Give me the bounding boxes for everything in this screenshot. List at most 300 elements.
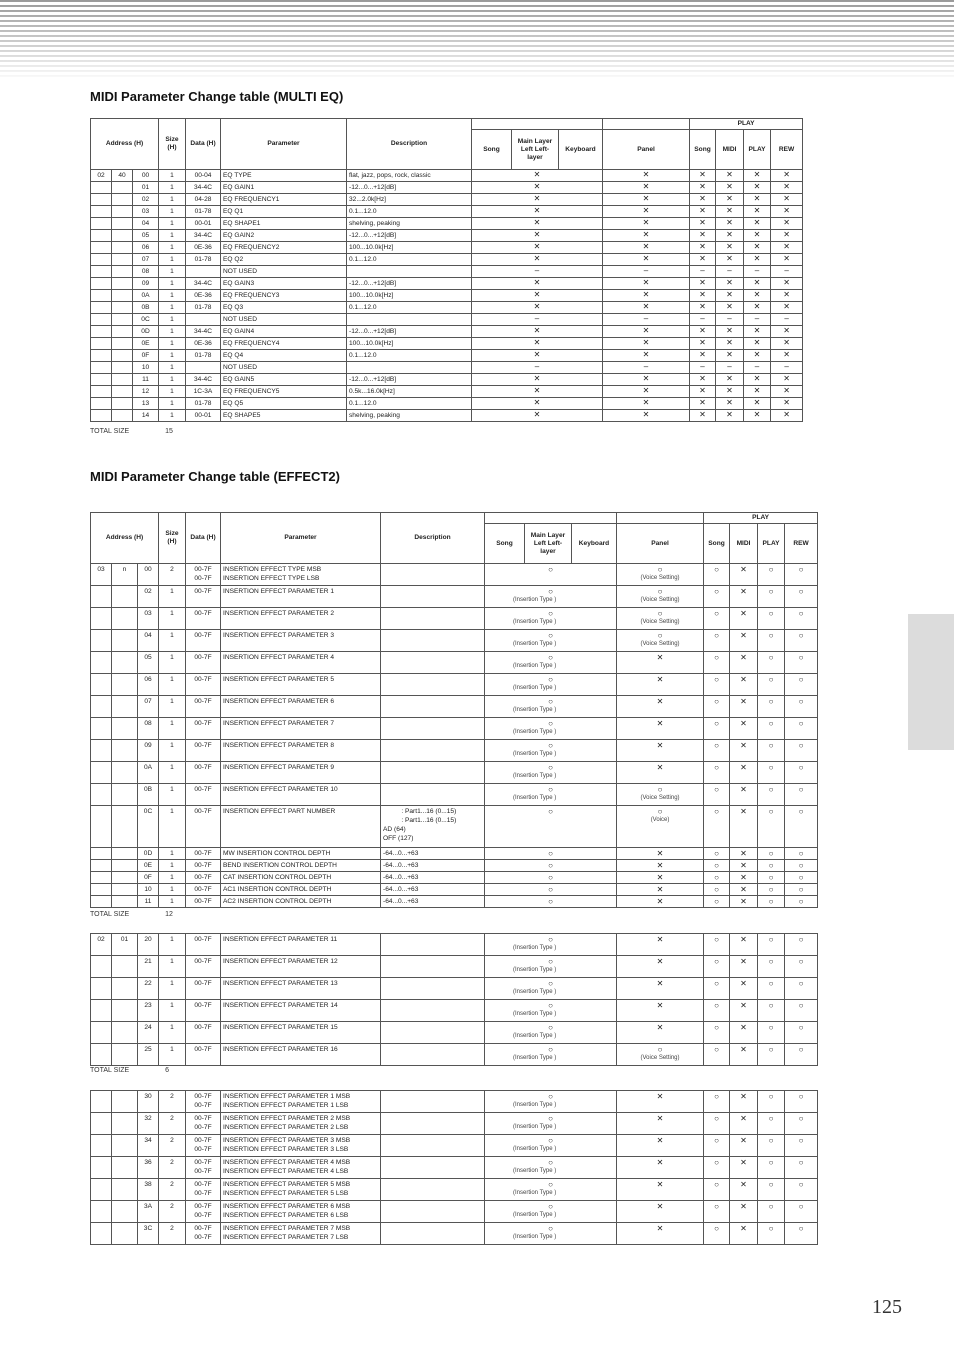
cross-mark: ✕ [726,302,733,311]
insertion-type-note: (Insertion Type ) [513,1011,557,1017]
status-cell [771,314,803,326]
parameter-cell: INSERTION EFFECT PARAMETER 14 [221,1000,381,1022]
circle-mark: ○ [798,675,804,684]
status-cell [758,1201,785,1223]
status-cell [716,302,744,314]
size-cell: 1 [159,872,186,884]
table-row [91,1201,818,1223]
parameter-cell: EQ TYPE [221,170,347,182]
status-cell [744,242,771,254]
circle-mark: ○ [548,957,553,966]
status-cell [785,762,818,784]
cross-mark: ✕ [740,1224,747,1233]
panel-cell [603,398,690,410]
circle-mark: ○ [714,979,719,988]
status-cell [744,194,771,206]
panel-cell [617,1223,704,1245]
cross-mark: ✕ [753,194,761,203]
main-layer-cell [472,350,603,362]
size-cell: 1 [159,1022,186,1044]
status-cell [730,1179,758,1201]
cross-mark: ✕ [753,278,761,287]
circle-mark: ○ [548,785,553,794]
address-byte-2 [112,860,138,872]
cross-mark: ✕ [740,979,747,988]
status-cell [716,362,744,374]
circle-mark: ○ [548,1158,553,1167]
parameter-cell: AC2 INSERTION CONTROL DEPTH [221,896,381,908]
circle-mark: ○ [798,1180,804,1189]
address-byte-3: 22 [138,978,159,1000]
main-layer-cell [485,1179,617,1201]
address-byte-2 [112,784,138,806]
table-row [91,386,803,398]
cross-mark: ✕ [533,230,541,239]
description-cell: -12...0...+12[dB] [347,326,472,338]
data-cell: 00-7F [186,978,221,1000]
cross-mark: ✕ [726,398,733,407]
status-cell [785,1157,818,1179]
data-cell [186,362,221,374]
cross-mark: ✕ [740,1114,747,1123]
address-byte-1 [91,608,112,630]
circle-mark: ○ [768,675,774,684]
cross-mark: ✕ [642,194,650,203]
status-cell [704,1135,730,1157]
cross-mark: ✕ [783,374,790,383]
panel-cell [603,182,690,194]
table-row [91,586,818,608]
status-cell [730,1113,758,1135]
status-cell [758,630,785,652]
address-byte-1 [91,1223,112,1245]
cross-mark: ✕ [740,785,747,794]
cross-mark: ✕ [699,242,706,251]
address-byte-2 [112,1223,138,1245]
status-cell [730,1000,758,1022]
table-row [91,564,818,586]
circle-mark: ○ [768,873,774,882]
eq-total-size [90,428,173,435]
description-cell [381,956,485,978]
parameter-cell: EQ FREQUENCY5 [221,386,347,398]
status-cell [758,1113,785,1135]
data-cell: 00-01 [186,410,221,422]
status-cell [716,410,744,422]
header-rew: REW [785,524,818,564]
cross-mark: ✕ [740,587,747,596]
data-cell: 00-7F 00-7F [186,1201,221,1223]
description-cell: -64...0...+63 [381,896,485,908]
circle-mark: ○ [548,697,553,706]
panel-cell [617,696,704,718]
data-cell: 00-7F 00-7F [186,564,221,586]
status-cell [771,290,803,302]
cross-mark: ✕ [642,302,650,311]
description-cell [381,586,485,608]
circle-mark: ○ [657,1045,663,1054]
insertion-type-note: (Insertion Type ) [513,685,557,691]
status-cell [690,350,716,362]
status-cell [730,806,758,848]
effect2-total-label-1: TOTAL SIZE [90,911,130,918]
status-cell [730,718,758,740]
status-cell [716,230,744,242]
panel-cell [603,326,690,338]
cross-mark: ✕ [533,290,541,299]
address-byte-3: 03 [133,206,159,218]
circle-mark: ○ [768,1001,774,1010]
cross-mark: ✕ [726,182,733,191]
cross-mark: ✕ [753,242,761,251]
status-cell [744,374,771,386]
circle-mark: ○ [548,587,553,596]
description-cell [381,740,485,762]
table-row [91,266,803,278]
data-cell: 34-4C [186,230,221,242]
insertion-type-note: (Insertion Type ) [513,1212,557,1218]
panel-cell [617,1179,704,1201]
cross-mark: ✕ [533,410,541,419]
cross-mark: ✕ [642,410,650,419]
cross-mark: ✕ [783,230,790,239]
main-layer-cell [485,1000,617,1022]
circle-mark: ○ [798,807,804,816]
status-cell [716,170,744,182]
address-byte-3: 25 [138,1044,159,1066]
parameter-cell: INSERTION EFFECT PARAMETER 1 [221,586,381,608]
status-cell [785,586,818,608]
address-byte-3: 03 [138,608,159,630]
circle-mark: ○ [798,741,804,750]
status-cell [744,338,771,350]
table-row [91,1157,818,1179]
address-byte-2 [112,896,138,908]
voice-setting-note: (Voice Setting) [640,795,680,801]
voice-setting-note: (Voice Setting) [640,597,680,603]
status-cell [744,302,771,314]
address-byte-2 [112,884,138,896]
circle-mark: ○ [548,1114,553,1123]
status-cell [704,884,730,896]
table-row [91,978,818,1000]
parameter-cell: INSERTION EFFECT PARAMETER 3 [221,630,381,652]
parameter-cell: INSERTION EFFECT PARAMETER 4 [221,652,381,674]
parameter-cell: INSERTION EFFECT PARAMETER 4 MSB INSERTION EFFECT PARAMETER 4 LSB [221,1157,381,1179]
circle-mark: ○ [798,1136,804,1145]
status-cell [730,1044,758,1066]
circle-mark: ○ [768,1045,774,1054]
data-cell: 00-7F [186,608,221,630]
circle-mark: ○ [798,897,804,906]
dash-mark: – [700,266,705,275]
status-cell [744,170,771,182]
panel-cell [617,806,704,848]
status-cell [730,608,758,630]
address-byte-2 [112,326,133,338]
description-cell [381,1091,485,1113]
description-cell: 0.5k...16.0k[Hz] [347,386,472,398]
data-cell: 00-7F [186,784,221,806]
description-cell [381,1044,485,1066]
insertion-type-note: (Insertion Type ) [513,1168,557,1174]
header-parameter: Parameter [221,119,347,170]
main-layer-cell [472,302,603,314]
status-cell [704,784,730,806]
status-cell [690,410,716,422]
status-cell [771,338,803,350]
address-byte-1 [91,1179,112,1201]
data-cell: 00-7F [186,860,221,872]
panel-cell [617,674,704,696]
data-cell: 00-7F [186,762,221,784]
panel-cell [617,1201,704,1223]
description-cell: 100...10.0k[Hz] [347,290,472,302]
cross-mark: ✕ [656,719,664,728]
status-cell [771,230,803,242]
circle-mark: ○ [768,979,774,988]
table-row [91,1113,818,1135]
panel-cell [603,170,690,182]
circle-mark: ○ [548,1001,553,1010]
table-row [91,242,803,254]
cross-mark: ✕ [740,1158,747,1167]
status-cell [785,652,818,674]
cross-mark: ✕ [726,254,733,263]
description-cell: 0.1...12.0 [347,254,472,266]
main-layer-cell [472,218,603,230]
circle-mark: ○ [548,1136,553,1145]
cross-mark: ✕ [753,290,761,299]
cross-mark: ✕ [699,326,706,335]
data-cell: 00-01 [186,218,221,230]
address-byte-2 [112,386,133,398]
data-cell: 00-7F [186,718,221,740]
cross-mark: ✕ [740,1045,747,1054]
parameter-cell: INSERTION EFFECT PARAMETER 3 MSB INSERTION EFFECT PARAMETER 3 LSB [221,1135,381,1157]
address-byte-1 [91,884,112,896]
cross-mark: ✕ [753,386,761,395]
address-byte-2 [112,586,138,608]
circle-mark: ○ [798,1224,804,1233]
status-cell [690,290,716,302]
panel-cell [603,266,690,278]
table-row [91,956,818,978]
eq-table [90,118,803,422]
main-layer-cell [485,872,617,884]
status-cell [785,1135,818,1157]
main-layer-cell [485,806,617,848]
insertion-type-note: (Insertion Type ) [513,619,557,625]
table-row [91,206,803,218]
eq-total-label: TOTAL SIZE [90,428,130,435]
cross-mark: ✕ [642,326,650,335]
header-address: Address (H) [91,119,159,170]
address-byte-2 [112,1157,138,1179]
parameter-cell: NOT USED [221,314,347,326]
voice-setting-note: (Voice Setting) [640,575,680,581]
table-row [91,278,803,290]
status-cell [730,1223,758,1245]
header-midi: MIDI [730,524,758,564]
main-layer-cell [485,1113,617,1135]
parameter-cell: INSERTION EFFECT PARAMETER 6 MSB INSERTION EFFECT PARAMETER 6 LSB [221,1201,381,1223]
data-cell: 34-4C [186,374,221,386]
cross-mark: ✕ [726,338,733,347]
address-byte-3: 21 [138,956,159,978]
cross-mark: ✕ [699,302,706,311]
size-cell: 1 [159,182,186,194]
address-byte-1 [91,1135,112,1157]
cross-mark: ✕ [699,218,706,227]
cross-mark: ✕ [740,1023,747,1032]
cross-mark: ✕ [740,957,747,966]
address-byte-1 [91,350,112,362]
parameter-cell: EQ FREQUENCY2 [221,242,347,254]
parameter-cell: EQ Q4 [221,350,347,362]
status-cell [690,266,716,278]
address-byte-3: 00 [133,170,159,182]
circle-mark: ○ [798,1202,804,1211]
header-song: Song [472,130,512,170]
insertion-type-note: (Insertion Type ) [513,707,557,713]
circle-mark: ○ [768,631,774,640]
parameter-cell: INSERTION EFFECT PARAMETER 7 [221,718,381,740]
circle-mark: ○ [798,1114,804,1123]
parameter-cell: INSERTION EFFECT PARAMETER 2 [221,608,381,630]
main-layer-cell [472,194,603,206]
circle-mark: ○ [798,609,804,618]
status-cell [716,350,744,362]
status-cell [690,182,716,194]
cross-mark: ✕ [699,290,706,299]
table-row [91,896,818,908]
header-group-blank2 [603,119,690,130]
voice-setting-note: (Voice Setting) [640,1055,680,1061]
cross-mark: ✕ [656,935,664,944]
table-row [91,860,818,872]
cross-mark: ✕ [726,290,733,299]
cross-mark: ✕ [533,338,541,347]
cross-mark: ✕ [753,170,761,179]
data-cell: 00-7F 00-7F [186,1091,221,1113]
circle-mark: ○ [768,807,774,816]
header-group-play: PLAY [704,513,818,524]
size-cell: 2 [159,1135,186,1157]
status-cell [744,278,771,290]
insertion-type-note: (Insertion Type ) [513,1055,557,1061]
circle-mark: ○ [768,719,774,728]
address-byte-2 [112,206,133,218]
status-cell [704,718,730,740]
cross-mark: ✕ [533,194,541,203]
circle-mark: ○ [768,861,774,870]
main-layer-cell [485,630,617,652]
status-cell [744,290,771,302]
status-cell [716,278,744,290]
cross-mark: ✕ [699,194,706,203]
main-layer-cell [485,740,617,762]
cross-mark: ✕ [656,1202,664,1211]
status-cell [690,254,716,266]
dash-mark: – [784,314,789,323]
circle-mark: ○ [657,807,663,816]
address-byte-1 [91,762,112,784]
address-byte-2 [112,740,138,762]
table-row [91,674,818,696]
cross-mark: ✕ [533,326,541,335]
table-row [91,884,818,896]
panel-cell [617,564,704,586]
cross-mark: ✕ [753,218,761,227]
cross-mark: ✕ [726,326,733,335]
description-cell: -64...0...+63 [381,884,485,896]
size-cell: 1 [159,674,186,696]
eq-table-title: MIDI Parameter Change table (MULTI EQ) [90,89,344,104]
cross-mark: ✕ [642,242,650,251]
panel-cell [617,740,704,762]
description-cell [381,630,485,652]
address-byte-1 [91,230,112,242]
status-cell [744,218,771,230]
table-row [91,740,818,762]
main-layer-cell [472,254,603,266]
status-cell [704,1091,730,1113]
header-panel: Panel [603,130,690,170]
circle-mark: ○ [798,653,804,662]
data-cell: 00-7F [186,1000,221,1022]
panel-cell [603,302,690,314]
address-byte-2 [112,230,133,242]
cross-mark: ✕ [699,410,706,419]
effect2-total-size-1 [90,911,173,918]
panel-cell [603,386,690,398]
size-cell: 1 [159,740,186,762]
main-layer-cell [472,326,603,338]
cross-mark: ✕ [642,350,650,359]
status-cell [758,564,785,586]
circle-mark: ○ [548,675,553,684]
address-byte-1 [91,410,112,422]
cross-mark: ✕ [753,338,761,347]
size-cell: 1 [159,784,186,806]
main-layer-cell [472,182,603,194]
cross-mark: ✕ [533,206,541,215]
data-cell: 00-7F 00-7F [186,1157,221,1179]
header-play: PLAY [758,524,785,564]
status-cell [704,1201,730,1223]
address-byte-2: n [112,564,138,586]
address-byte-2 [112,1113,138,1135]
insertion-type-note: (Insertion Type ) [513,989,557,995]
address-byte-2 [112,630,138,652]
address-byte-1 [91,784,112,806]
cross-mark: ✕ [783,386,790,395]
cross-mark: ✕ [740,1001,747,1010]
table-row [91,338,803,350]
address-byte-3: 11 [133,374,159,386]
circle-mark: ○ [768,1180,774,1189]
cross-mark: ✕ [656,763,664,772]
address-byte-2 [112,718,138,740]
status-cell [704,956,730,978]
parameter-cell: EQ Q5 [221,398,347,410]
header-group-blank2 [617,513,704,524]
status-cell [758,1091,785,1113]
table-row [91,398,803,410]
cross-mark: ✕ [783,182,790,191]
circle-mark: ○ [798,935,804,944]
